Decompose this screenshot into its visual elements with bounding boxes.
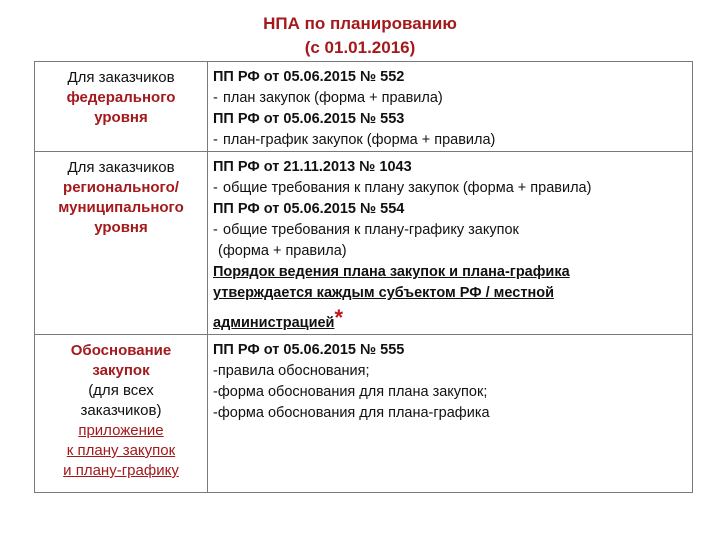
title-line-2: (с 01.01.2016) [304, 38, 416, 57]
act-554: ПП РФ от 05.06.2015 № 554 [213, 201, 405, 217]
appendix-link[interactable]: приложение [78, 422, 164, 439]
dash-bullet-icon: - [213, 405, 218, 421]
act-552-item-text: план закупок (форма + правила) [223, 90, 443, 106]
dash-bullet-icon: - [213, 180, 218, 196]
acts-cell-regional [208, 152, 693, 335]
justification-title: Обоснование [70, 342, 172, 359]
customer-level-municipal: муниципального [58, 199, 184, 216]
table-row-regional [35, 152, 693, 335]
appendix-link-wrap-2 [35, 441, 207, 461]
table-row-justification [35, 335, 693, 493]
justification-scope-2: заказчиков) [80, 402, 162, 419]
act-555-item-2-text: форма обоснования для плана закупок; [217, 384, 488, 400]
act-1043: ПП РФ от 21.11.2013 № 1043 [213, 159, 412, 175]
justification-scope-1: (для всех [88, 382, 154, 399]
customer-level: регионального/ [63, 179, 179, 196]
dash-bullet-icon: - [213, 132, 218, 148]
act-553-item-text: план-график закупок (форма + правила) [223, 132, 496, 148]
page-title [0, 12, 720, 60]
customer-prefix: Для заказчиков [67, 69, 175, 86]
act-553-item [213, 130, 692, 151]
act-1043-item-text: общие требования к плану закупок (форма + правила) [223, 180, 592, 196]
appendix-link-wrap-3 [35, 461, 207, 481]
acts-cell-justification [208, 335, 693, 493]
act-555-item-1-text: правила обоснования; [217, 363, 370, 379]
act-555-item-3-text: форма обоснования для плана-графика [217, 405, 490, 421]
asterisk-icon: * [334, 305, 344, 330]
appendix-link-plan[interactable]: к плану закупок [66, 442, 176, 459]
act-552-item [213, 88, 692, 109]
procedure-note-line-1: Порядок ведения плана закупок и плана-графика [213, 264, 570, 280]
procedure-note-line-3 [213, 307, 692, 334]
customer-level-suffix: уровня [94, 109, 148, 126]
act-555-item-3 [213, 403, 692, 424]
customer-prefix: Для заказчиков [67, 159, 175, 176]
title-line-1: НПА по планированию [263, 14, 457, 33]
dash-bullet-icon: - [213, 384, 218, 400]
acts-cell-federal [208, 62, 693, 152]
customer-level: федерального [66, 89, 176, 106]
act-554-item [213, 220, 692, 241]
procedure-note-line-2: утверждается каждым субъектом РФ / местной [213, 285, 554, 301]
dash-bullet-icon: - [213, 90, 218, 106]
customer-cell-federal [35, 62, 208, 152]
appendix-link-wrap [35, 421, 207, 441]
act-555-item-1 [213, 361, 692, 382]
act-553: ПП РФ от 05.06.2015 № 553 [213, 111, 405, 127]
dash-bullet-icon: - [213, 222, 218, 238]
appendix-link-schedule[interactable]: и плану-графику [63, 462, 179, 479]
npa-table [34, 61, 693, 493]
justification-title-2: закупок [92, 362, 150, 379]
customer-cell-regional [35, 152, 208, 335]
act-552: ПП РФ от 05.06.2015 № 552 [213, 69, 405, 85]
customer-level-suffix: уровня [94, 219, 148, 236]
act-555: ПП РФ от 05.06.2015 № 555 [213, 342, 405, 358]
act-1043-item [213, 178, 692, 199]
justification-cell [35, 335, 208, 493]
dash-bullet-icon: - [213, 363, 218, 379]
act-554-item-text: общие требования к плану-графику закупок [223, 222, 519, 238]
act-554-item-cont: (форма + правила) [218, 243, 347, 259]
act-555-item-2 [213, 382, 692, 403]
table-row-federal [35, 62, 693, 152]
procedure-note-text: администрацией [213, 315, 335, 331]
